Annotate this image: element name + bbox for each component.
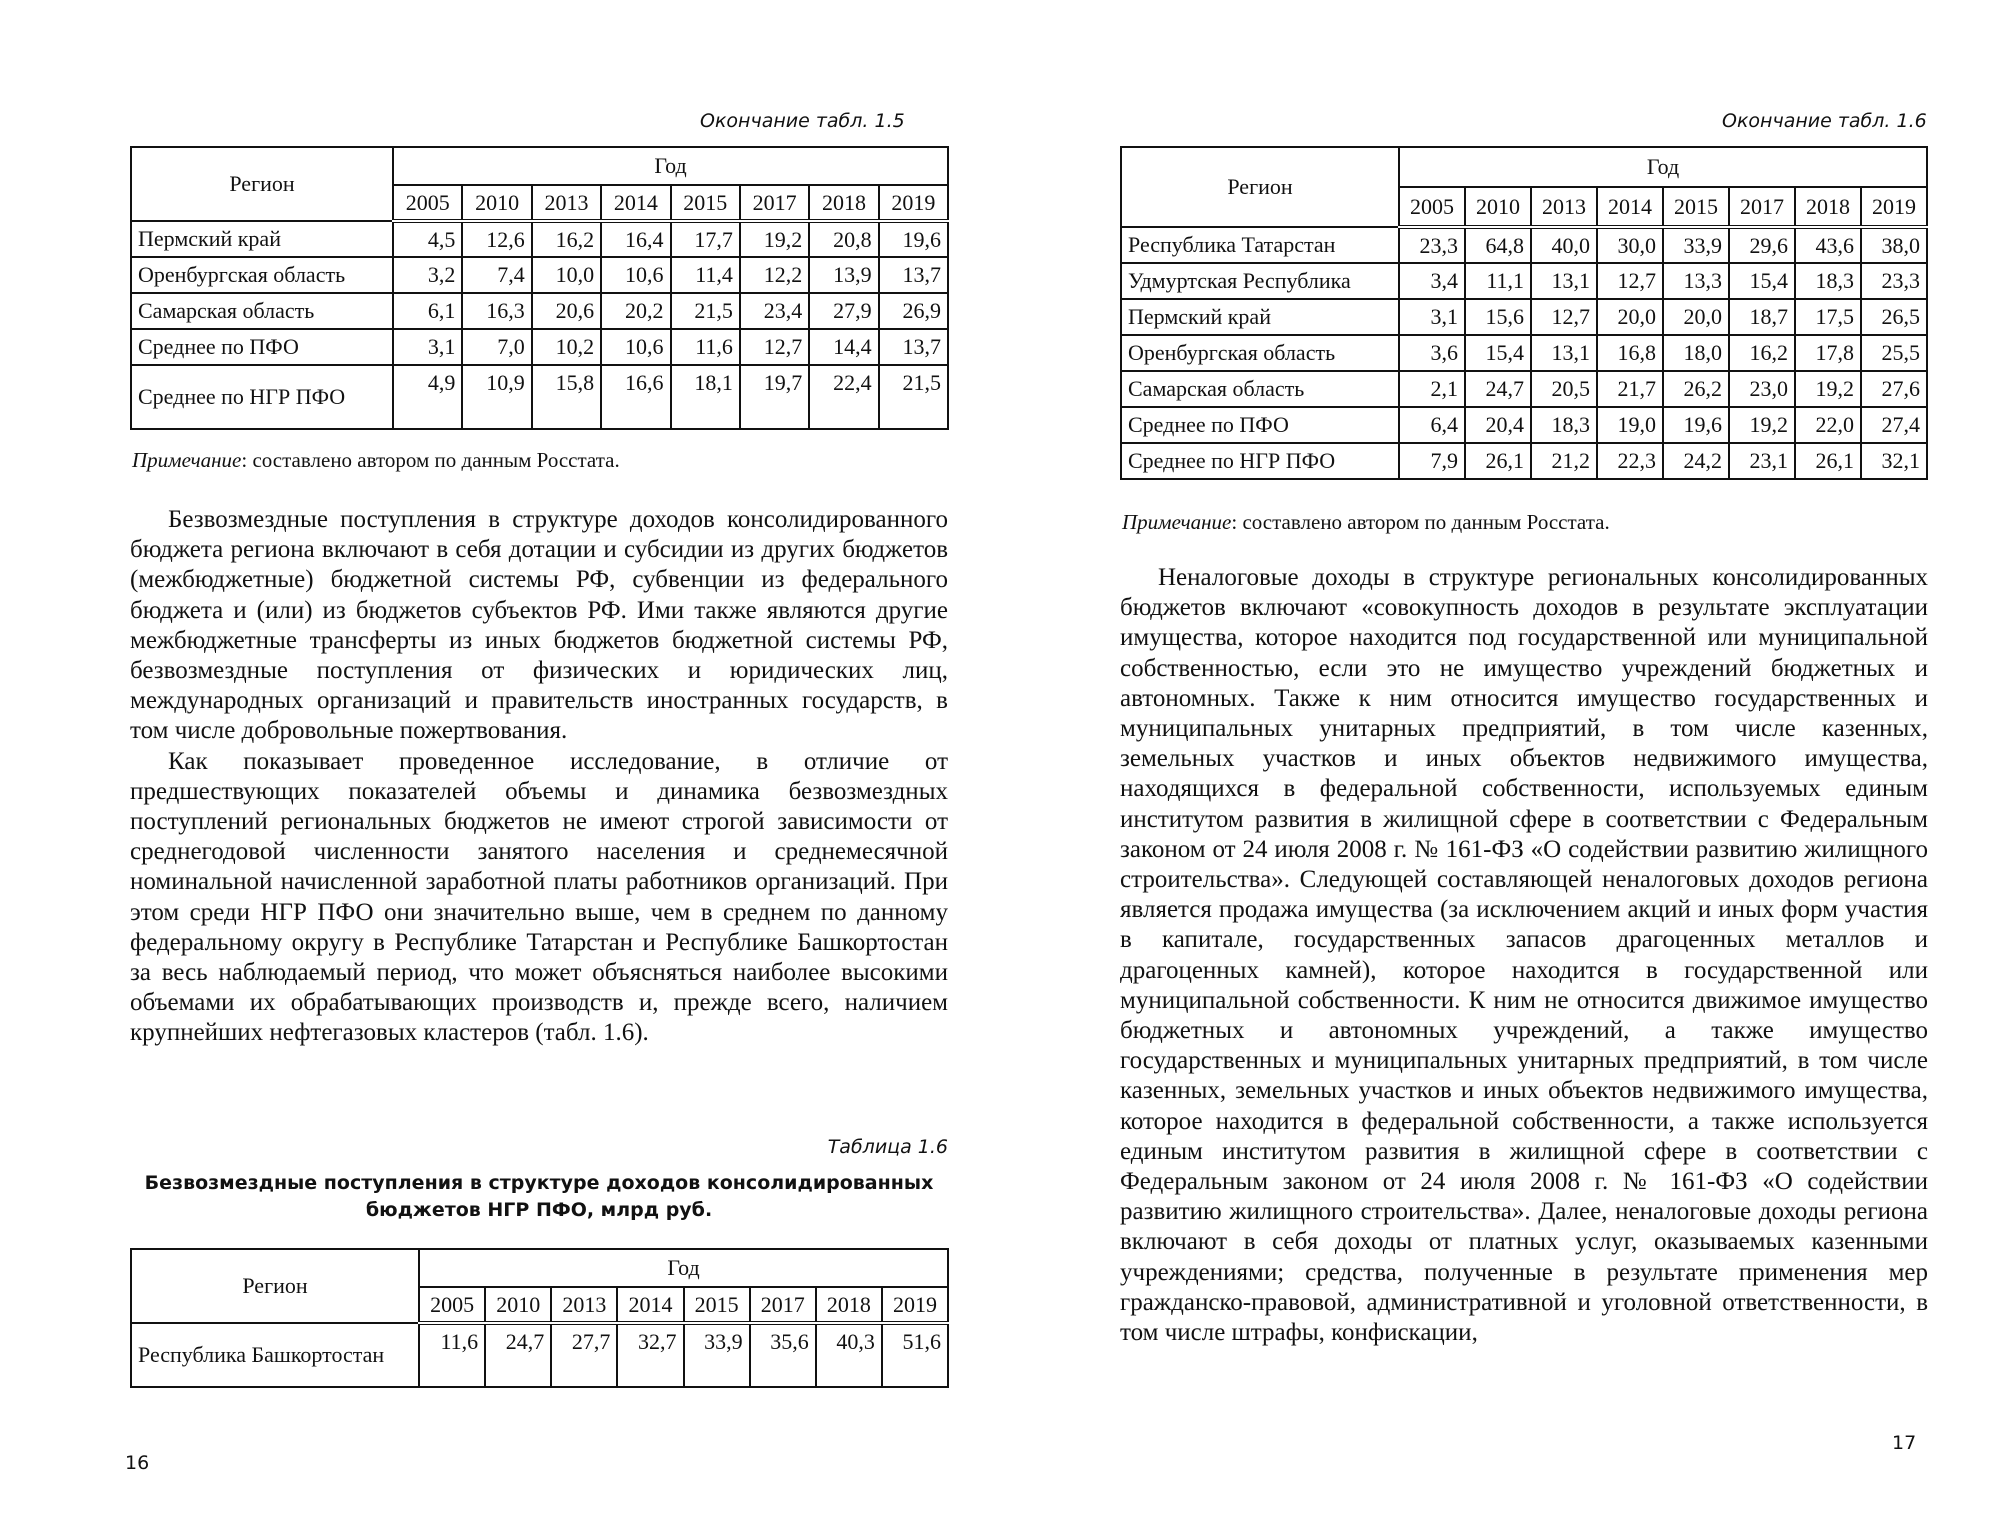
- value-cell: 16,3: [462, 293, 531, 329]
- year-col: 2019: [879, 185, 948, 221]
- value-cell: 3,6: [1399, 335, 1465, 371]
- value-cell: 4,5: [393, 221, 462, 257]
- table-1-6-start: [130, 1248, 949, 1388]
- table-1-5-note: [132, 448, 620, 473]
- value-cell: 12,2: [740, 257, 809, 293]
- table-row: [131, 221, 948, 257]
- note-text: : составлено автором по данным Росстата.: [241, 448, 620, 472]
- year-col: 2010: [485, 1287, 551, 1323]
- value-cell: 11,4: [671, 257, 740, 293]
- value-cell: 32,7: [617, 1323, 683, 1387]
- value-cell: 11,6: [419, 1323, 485, 1387]
- table-row: [1121, 263, 1927, 299]
- value-cell: 27,7: [551, 1323, 617, 1387]
- value-cell: 17,5: [1795, 299, 1861, 335]
- note-label: Примечание: [132, 448, 242, 472]
- table-1-6-continuation-label: Окончание табл. 1.6: [1722, 110, 1927, 132]
- value-cell: 19,6: [879, 221, 948, 257]
- value-cell: 26,5: [1861, 299, 1927, 335]
- value-cell: 12,7: [1597, 263, 1663, 299]
- value-cell: 22,0: [1795, 407, 1861, 443]
- year-col: 2013: [551, 1287, 617, 1323]
- table-row: [1121, 407, 1927, 443]
- table-row: [1121, 227, 1927, 263]
- year-col: 2017: [1729, 187, 1795, 227]
- table-row: [1121, 299, 1927, 335]
- value-cell: 33,9: [1663, 227, 1729, 263]
- value-cell: 13,9: [809, 257, 878, 293]
- paragraph-1: Безвозмездные поступления в структуре доходов консолидированного бюджета региона включают в себя дотации и субсидии из других бюджетов (межбюджетные) бюджетной системы РФ, субвенции из федерального бюджета и (или) из бюджетов субъектов РФ. Ими также являются другие межбюджетные трансферты из иных бюджетов бюджетной системы РФ, безвозмездные поступления от физических и юридических лиц, международных организаций и правительств иностранных государств, в том числе добровольные пожертвования.: [130, 506, 948, 745]
- region-header: Регион: [131, 147, 393, 221]
- value-cell: 16,2: [1729, 335, 1795, 371]
- value-cell: 14,4: [809, 329, 878, 365]
- value-cell: 19,2: [740, 221, 809, 257]
- value-cell: 23,3: [1399, 227, 1465, 263]
- table-row: [131, 329, 948, 365]
- table-row: [131, 365, 948, 429]
- value-cell: 51,6: [882, 1323, 948, 1387]
- value-cell: 12,6: [462, 221, 531, 257]
- year-col: 2013: [1531, 187, 1597, 227]
- year-col: 2017: [750, 1287, 816, 1323]
- year-col: 2018: [816, 1287, 882, 1323]
- value-cell: 13,7: [879, 329, 948, 365]
- table-row: [1121, 371, 1927, 407]
- year-col: 2014: [617, 1287, 683, 1323]
- value-cell: 20,2: [601, 293, 670, 329]
- year-header: Год: [393, 147, 948, 185]
- value-cell: 64,8: [1465, 227, 1531, 263]
- table-row: [1121, 335, 1927, 371]
- value-cell: 29,6: [1729, 227, 1795, 263]
- value-cell: 19,0: [1597, 407, 1663, 443]
- value-cell: 26,9: [879, 293, 948, 329]
- value-cell: 40,3: [816, 1323, 882, 1387]
- value-cell: 27,6: [1861, 371, 1927, 407]
- value-cell: 24,2: [1663, 443, 1729, 479]
- table-row: [131, 293, 948, 329]
- value-cell: 23,3: [1861, 263, 1927, 299]
- table-1-6-title-line-2: бюджетов НГР ПФО, млрд руб.: [365, 1199, 713, 1221]
- year-col: 2015: [671, 185, 740, 221]
- region-cell: Пермский край: [1121, 299, 1399, 335]
- value-cell: 20,0: [1597, 299, 1663, 335]
- value-cell: 40,0: [1531, 227, 1597, 263]
- value-cell: 15,6: [1465, 299, 1531, 335]
- year-col: 2019: [882, 1287, 948, 1323]
- value-cell: 3,4: [1399, 263, 1465, 299]
- value-cell: 20,0: [1663, 299, 1729, 335]
- value-cell: 19,6: [1663, 407, 1729, 443]
- value-cell: 18,0: [1663, 335, 1729, 371]
- note-label: Примечание: [1122, 510, 1232, 534]
- year-col: 2005: [393, 185, 462, 221]
- value-cell: 10,9: [462, 365, 531, 429]
- region-header: Регион: [1121, 147, 1399, 227]
- value-cell: 24,7: [1465, 371, 1531, 407]
- value-cell: 2,1: [1399, 371, 1465, 407]
- value-cell: 19,7: [740, 365, 809, 429]
- value-cell: 11,6: [671, 329, 740, 365]
- value-cell: 16,4: [601, 221, 670, 257]
- year-header: Год: [419, 1249, 948, 1287]
- value-cell: 20,5: [1531, 371, 1597, 407]
- value-cell: 20,4: [1465, 407, 1531, 443]
- value-cell: 16,8: [1597, 335, 1663, 371]
- year-col: 2018: [1795, 187, 1861, 227]
- value-cell: 3,2: [393, 257, 462, 293]
- value-cell: 26,1: [1465, 443, 1531, 479]
- year-col: 2018: [809, 185, 878, 221]
- value-cell: 13,1: [1531, 263, 1597, 299]
- table-1-5-continuation-label: Окончание табл. 1.5: [700, 110, 905, 132]
- value-cell: 10,0: [532, 257, 601, 293]
- value-cell: 18,3: [1531, 407, 1597, 443]
- value-cell: 24,7: [485, 1323, 551, 1387]
- value-cell: 18,1: [671, 365, 740, 429]
- value-cell: 7,0: [462, 329, 531, 365]
- table-row: [131, 1323, 948, 1387]
- year-col: 2019: [1861, 187, 1927, 227]
- value-cell: 19,2: [1795, 371, 1861, 407]
- page-number: 16: [125, 1452, 150, 1474]
- year-col: 2015: [684, 1287, 750, 1323]
- right-body-text: [1120, 563, 1928, 1348]
- value-cell: 16,2: [532, 221, 601, 257]
- value-cell: 30,0: [1597, 227, 1663, 263]
- region-cell: Оренбургская область: [131, 257, 393, 293]
- value-cell: 13,7: [879, 257, 948, 293]
- value-cell: 7,4: [462, 257, 531, 293]
- value-cell: 6,1: [393, 293, 462, 329]
- value-cell: 15,4: [1465, 335, 1531, 371]
- region-header: Регион: [131, 1249, 419, 1323]
- value-cell: 11,1: [1465, 263, 1531, 299]
- value-cell: 17,8: [1795, 335, 1861, 371]
- year-col: 2013: [532, 185, 601, 221]
- value-cell: 22,4: [809, 365, 878, 429]
- value-cell: 19,2: [1729, 407, 1795, 443]
- region-cell: Республика Башкортостан: [131, 1323, 419, 1387]
- page-number: 17: [1892, 1432, 1917, 1454]
- value-cell: 23,0: [1729, 371, 1795, 407]
- year-col: 2010: [462, 185, 531, 221]
- region-cell: Среднее по ПФО: [1121, 407, 1399, 443]
- value-cell: 7,9: [1399, 443, 1465, 479]
- value-cell: 27,9: [809, 293, 878, 329]
- value-cell: 17,7: [671, 221, 740, 257]
- value-cell: 33,9: [684, 1323, 750, 1387]
- value-cell: 18,3: [1795, 263, 1861, 299]
- value-cell: 3,1: [1399, 299, 1465, 335]
- region-cell: Среднее по НГР ПФО: [131, 365, 393, 429]
- value-cell: 20,6: [532, 293, 601, 329]
- year-col: 2014: [601, 185, 670, 221]
- value-cell: 15,8: [532, 365, 601, 429]
- value-cell: 23,1: [1729, 443, 1795, 479]
- value-cell: 21,5: [671, 293, 740, 329]
- value-cell: 18,7: [1729, 299, 1795, 335]
- value-cell: 13,1: [1531, 335, 1597, 371]
- value-cell: 35,6: [750, 1323, 816, 1387]
- year-col: 2014: [1597, 187, 1663, 227]
- region-cell: Самарская область: [1121, 371, 1399, 407]
- value-cell: 22,3: [1597, 443, 1663, 479]
- value-cell: 20,8: [809, 221, 878, 257]
- table-row: [131, 257, 948, 293]
- value-cell: 12,7: [740, 329, 809, 365]
- value-cell: 32,1: [1861, 443, 1927, 479]
- value-cell: 43,6: [1795, 227, 1861, 263]
- right-page: [1000, 0, 2000, 1519]
- value-cell: 38,0: [1861, 227, 1927, 263]
- table-1-6-caption: [130, 1136, 948, 1224]
- paragraph-2: Как показывает проведенное исследование, в отличие от предшествующих показателей объемы и динамика безвозмездных поступлений региональных бюджетов не имеют строгой зависимости от среднегодовой численности занятого населения и среднемесячной номинальной начисленной заработной платы работников организаций. При этом среди НГР ПФО они значительно выше, чем в среднем по данному федеральному округу в Республике Татарстан и Республике Башкортостан за весь наблюдаемый период, что может объясняться наиболее высокими объемами их обрабатывающих производств и, прежде всего, наличием крупнейших нефтегазовых кластеров (табл. 1.6).: [130, 747, 948, 1047]
- table-1-6-number: Таблица 1.6: [827, 1136, 948, 1158]
- table-1-5: [130, 146, 949, 430]
- value-cell: 25,5: [1861, 335, 1927, 371]
- table-1-6-note: [1122, 510, 1610, 535]
- value-cell: 16,6: [601, 365, 670, 429]
- table-1-6-title-line-1: Безвозмездные поступления в структуре доходов консолидированных: [144, 1172, 934, 1194]
- note-text: : составлено автором по данным Росстата.: [1231, 510, 1610, 534]
- year-col: 2005: [1399, 187, 1465, 227]
- paragraph-1: Неналоговые доходы в структуре региональных консолидированных бюджетов включают «совокупность доходов в результате эксплуатации имущества, которое находится под государственной или муниципальной собственностью, если это не имущество учреждений бюджетных и автономных. Также к ним относится имущество государственных и муниципальных унитарных предприятий, в том числе казенных, земельных участков и иных объектов недвижимого имущества, находящихся в федеральной собственности, используемых единым институтом развития в жилищной сфере в соответствии с Федеральным законом от 24 июля 2008 г. № 161-ФЗ «О содействии развитию жилищного строительства». Следующей составляющей неналоговых доходов региона является продажа имущества (за исключением акций и иных форм участия в капитале, государственных запасов драгоценных металлов и драгоценных камней), которое находится в государственной или муниципальной собственности. К ним не относится движимое имущество бюджетных и автономных учреждений, а также имущество государственных и муниципальных унитарных предприятий, в том числе казенных, земельных участков и иных объектов недвижимого имущества, которое находится в федеральной собственности, а также используется единым институтом развития в жилищной сфере в соответствии с Федеральным законом от 24 июля 2008 г. № 161-ФЗ «О содействии развитию жилищного строительства». Далее, неналоговые доходы региона включают в себя доходы от платных услуг, оказываемых казенными учреждениями; средства, полученные в результате применения мер гражданско-правовой, административной и уголовной ответственности, в том числе штрафы, конфискации,: [1120, 564, 1928, 1347]
- year-col: 2015: [1663, 187, 1729, 227]
- value-cell: 23,4: [740, 293, 809, 329]
- region-cell: Республика Татарстан: [1121, 227, 1399, 263]
- region-cell: Оренбургская область: [1121, 335, 1399, 371]
- table-row: [1121, 443, 1927, 479]
- value-cell: 3,1: [393, 329, 462, 365]
- value-cell: 27,4: [1861, 407, 1927, 443]
- year-col: 2005: [419, 1287, 485, 1323]
- value-cell: 10,6: [601, 257, 670, 293]
- value-cell: 26,2: [1663, 371, 1729, 407]
- region-cell: Удмуртская Республика: [1121, 263, 1399, 299]
- value-cell: 10,2: [532, 329, 601, 365]
- value-cell: 21,2: [1531, 443, 1597, 479]
- year-col: 2017: [740, 185, 809, 221]
- value-cell: 21,5: [879, 365, 948, 429]
- region-cell: Среднее по ПФО: [131, 329, 393, 365]
- year-header: Год: [1399, 147, 1927, 187]
- region-cell: Пермский край: [131, 221, 393, 257]
- value-cell: 12,7: [1531, 299, 1597, 335]
- value-cell: 15,4: [1729, 263, 1795, 299]
- value-cell: 10,6: [601, 329, 670, 365]
- value-cell: 4,9: [393, 365, 462, 429]
- value-cell: 21,7: [1597, 371, 1663, 407]
- year-col: 2010: [1465, 187, 1531, 227]
- value-cell: 6,4: [1399, 407, 1465, 443]
- value-cell: 26,1: [1795, 443, 1861, 479]
- region-cell: Среднее по НГР ПФО: [1121, 443, 1399, 479]
- region-cell: Самарская область: [131, 293, 393, 329]
- value-cell: 13,3: [1663, 263, 1729, 299]
- left-body-text: [130, 505, 948, 1049]
- table-1-6-end: [1120, 146, 1928, 480]
